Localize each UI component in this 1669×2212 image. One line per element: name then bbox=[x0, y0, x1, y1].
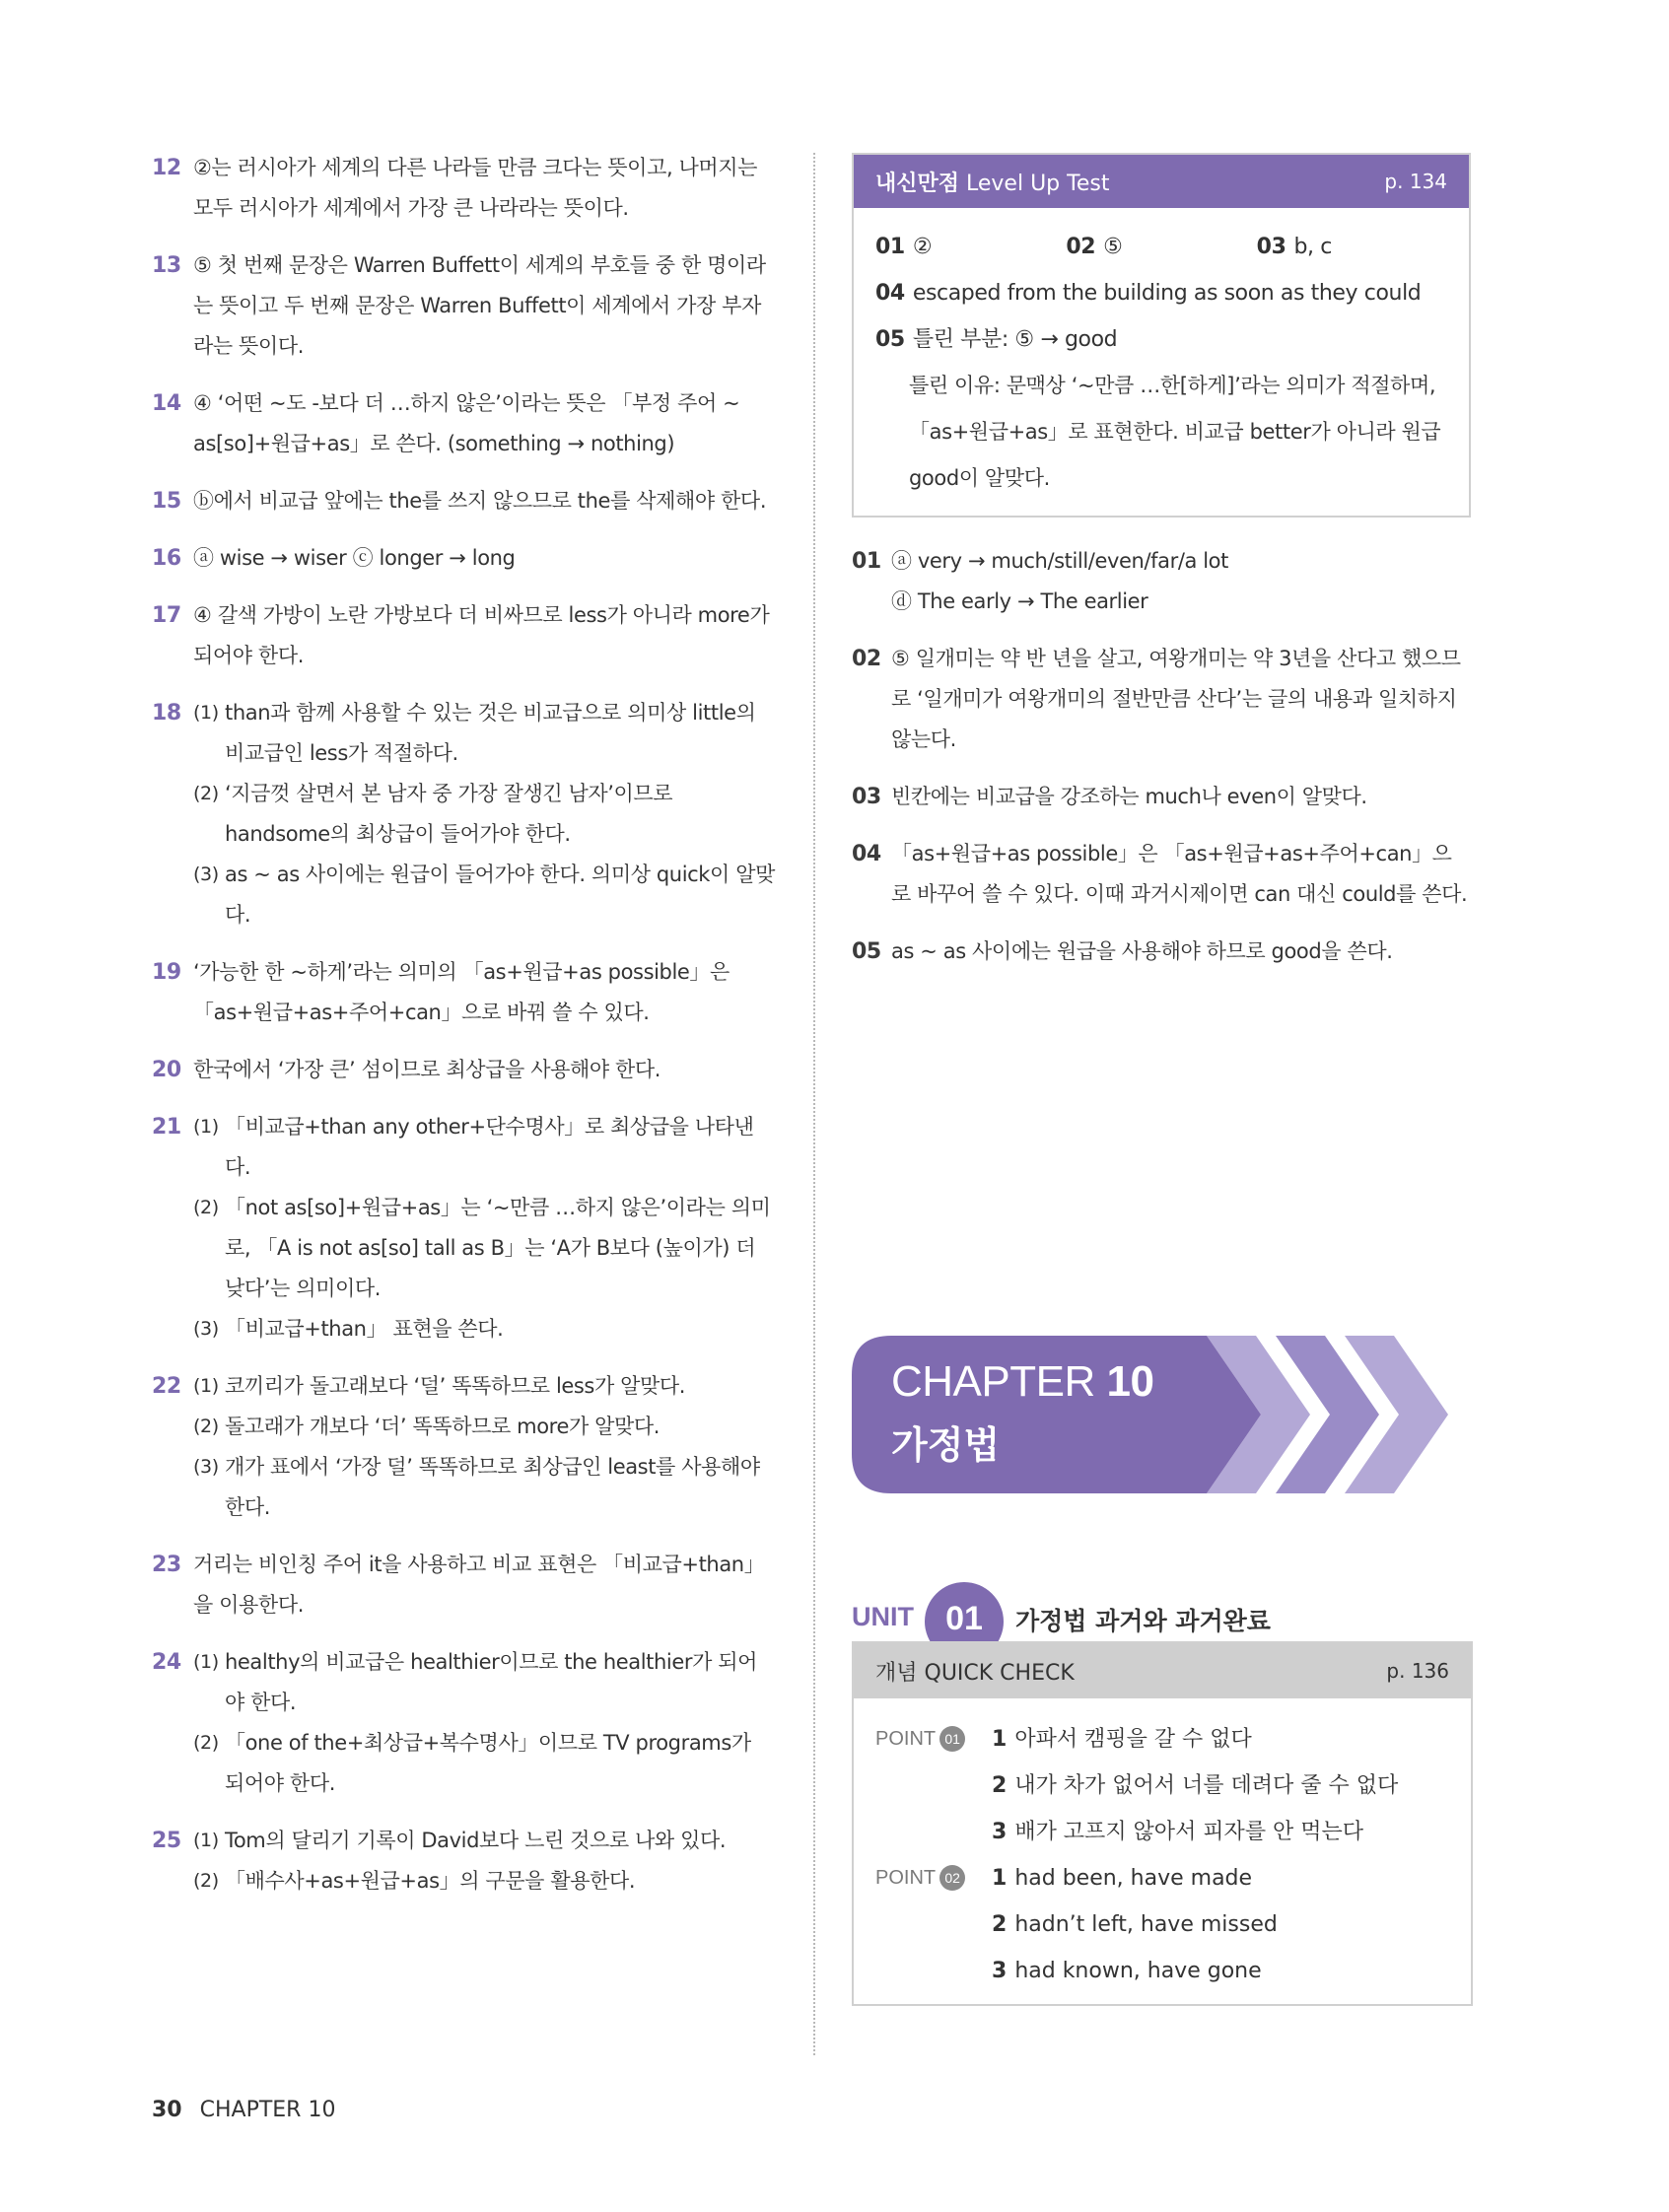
answer-item-24 bbox=[152, 1642, 775, 1804]
quick-answer bbox=[992, 1901, 1449, 1948]
sub-text: 「비교급+than any other+단수명사」로 최상급을 나타낸다. bbox=[225, 1115, 754, 1179]
quick-answer-text: 배가 고프지 않아서 피자를 안 먹는다 bbox=[1014, 1820, 1364, 1844]
sub-answer bbox=[193, 774, 775, 855]
answer-item-13 bbox=[152, 245, 775, 367]
sub-text: 「one of the+최상급+복수명사」이므로 TV programs가 되어야 한다. bbox=[225, 1731, 751, 1795]
level-up-test-header bbox=[854, 155, 1469, 208]
sub-answer bbox=[193, 1188, 775, 1309]
sub-text: 「비교급+than」 표현을 쓴다. bbox=[225, 1317, 504, 1341]
sub-number: (1) bbox=[193, 702, 219, 724]
answer-number: 25 bbox=[152, 1829, 181, 1853]
answer-item-22 bbox=[152, 1366, 775, 1528]
sub-answer bbox=[193, 1366, 775, 1407]
answer-item-21 bbox=[152, 1107, 775, 1349]
title-rest: Level Up Test bbox=[959, 171, 1110, 196]
page-footer bbox=[152, 2098, 335, 2122]
answer-text: ④ ‘어떤 ~도 -보다 더 …하지 않은’이라는 뜻은 「부정 주어 ~ as[so]+원급+as」로 쓴다. (something → nothing) bbox=[193, 391, 740, 455]
answer-04 bbox=[875, 270, 1447, 316]
sub-answer bbox=[193, 1407, 775, 1447]
explanation-03 bbox=[852, 777, 1471, 817]
quick-answer-text: 아파서 캠핑을 갈 수 없다 bbox=[1014, 1727, 1252, 1752]
sub-number: (2) bbox=[193, 783, 219, 804]
answer-number: 02 bbox=[1066, 235, 1096, 259]
page-reference: p. 134 bbox=[1384, 170, 1447, 193]
quick-check-answers bbox=[854, 1698, 1471, 2004]
sub-answer bbox=[193, 1447, 775, 1528]
sub-number: (1) bbox=[193, 1830, 219, 1851]
sub-number: (2) bbox=[193, 1732, 219, 1754]
explanation-number: 02 bbox=[852, 647, 881, 671]
answer-row bbox=[875, 224, 1447, 270]
unit-title: 가정법 과거와 과거완료 bbox=[1015, 1607, 1271, 1635]
quick-answer-text: 내가 차가 없어서 너를 데려다 줄 수 없다 bbox=[1014, 1773, 1399, 1798]
quick-answer bbox=[992, 1716, 1449, 1763]
answer-05-reason: 틀린 이유: 문맥상 ‘~만큼 …한[하게]’라는 의미가 적절하며, 「as+원급+as」로 표현한다. 비교급 better가 아니라 원급 good이 알맞다. bbox=[909, 374, 1441, 490]
sub-answer bbox=[193, 1309, 775, 1349]
answer-item-15 bbox=[152, 481, 775, 521]
answer-number: 20 bbox=[152, 1058, 181, 1082]
sub-text: 「not as[so]+원급+as」는 ‘~만큼 …하지 않은’이라는 의미로, 「A is not as[so] tall as B」는 ‘A가 B보다 (높이가) 더 낮다’는 의미이다. bbox=[225, 1196, 771, 1300]
quick-answer-number: 3 bbox=[992, 1820, 1008, 1844]
point-number-badge: 02 bbox=[939, 1865, 965, 1891]
sub-number: (1) bbox=[193, 1375, 219, 1397]
answer-item-14 bbox=[152, 383, 775, 464]
answer-text: 한국에서 ‘가장 큰’ 섬이므로 최상급을 사용해야 한다. bbox=[193, 1058, 661, 1081]
point-group-01 bbox=[875, 1716, 1449, 1855]
chapter-subtitle: 가정법 bbox=[891, 1423, 1001, 1467]
answer-item-25 bbox=[152, 1821, 775, 1901]
chapter-title bbox=[891, 1357, 1153, 1407]
quick-check-box bbox=[852, 1641, 1473, 2006]
answer-number: 18 bbox=[152, 701, 181, 726]
answer-number: 21 bbox=[152, 1115, 181, 1140]
answer-number: 05 bbox=[875, 327, 905, 352]
sub-text: 「배수사+as+원급+as」의 구문을 활용한다. bbox=[225, 1869, 636, 1893]
sub-text: 코끼리가 돌고래보다 ‘덜’ 똑똑하므로 less가 알맞다. bbox=[225, 1374, 686, 1398]
explanation-line: ⓓ The early → The earlier bbox=[891, 589, 1148, 613]
point-label bbox=[875, 1716, 965, 1763]
quick-answer-text: had been, have made bbox=[1014, 1866, 1253, 1891]
answer-cell bbox=[1257, 224, 1447, 270]
answer-cell bbox=[1066, 224, 1256, 270]
level-up-test-title bbox=[875, 167, 1109, 197]
answer-number: 14 bbox=[152, 391, 181, 416]
explanation-05 bbox=[852, 932, 1471, 972]
footer-chapter: CHAPTER 10 bbox=[199, 2098, 336, 2122]
answer-number: 03 bbox=[1256, 235, 1287, 259]
sub-answer bbox=[193, 1107, 775, 1188]
answer-number: 22 bbox=[152, 1374, 181, 1399]
point-number-badge: 01 bbox=[939, 1726, 965, 1752]
answer-value: escaped from the building as soon as they could bbox=[912, 281, 1422, 306]
sub-answer bbox=[193, 1821, 775, 1861]
sub-answer bbox=[193, 1723, 775, 1804]
explanation-02 bbox=[852, 639, 1471, 760]
sub-number: (3) bbox=[193, 864, 219, 885]
sub-number: (2) bbox=[193, 1870, 219, 1892]
explanation-number: 01 bbox=[852, 549, 881, 574]
quick-answer-number: 3 bbox=[992, 1959, 1008, 1983]
point-word: POINT bbox=[875, 1867, 937, 1889]
quick-check-title: 개념 QUICK CHECK bbox=[875, 1660, 1075, 1686]
answer-number: 04 bbox=[875, 281, 905, 306]
sub-answer bbox=[193, 693, 775, 774]
quick-answer bbox=[992, 1809, 1449, 1855]
answer-cell bbox=[875, 224, 1066, 270]
answer-text: ⓑ에서 비교급 앞에는 the를 쓰지 않으므로 the를 삭제해야 한다. bbox=[193, 489, 767, 513]
quick-answer-text: had known, have gone bbox=[1014, 1959, 1262, 1983]
left-answer-column bbox=[152, 148, 775, 1918]
sub-number: (2) bbox=[193, 1197, 219, 1218]
answer-value: ② bbox=[912, 235, 933, 259]
sub-answer bbox=[193, 1861, 775, 1901]
sub-text: healthy의 비교급은 healthier이므로 the healthier가 되어야 한다. bbox=[225, 1650, 758, 1714]
answer-number: 19 bbox=[152, 960, 181, 985]
answer-number: 23 bbox=[152, 1553, 181, 1577]
right-answer-column bbox=[852, 153, 1471, 989]
answer-number: 15 bbox=[152, 489, 181, 514]
explanation-line: ⓐ very → much/still/even/far/a lot bbox=[891, 549, 1228, 573]
explanation-line: 빈칸에는 비교급을 강조하는 much나 even이 알맞다. bbox=[891, 785, 1367, 808]
page-reference: p. 136 bbox=[1386, 1659, 1449, 1683]
answer-05 bbox=[875, 316, 1447, 363]
point-word: POINT bbox=[875, 1728, 937, 1750]
chapter-banner bbox=[852, 1336, 1493, 1493]
level-up-explanations bbox=[852, 541, 1471, 972]
answer-value: b, c bbox=[1293, 235, 1332, 259]
answer-number: 12 bbox=[152, 156, 181, 180]
sub-text: ‘지금껏 살면서 본 남자 중 가장 잘생긴 남자’이므로 handsome의 최상급이 들어가야 한다. bbox=[225, 782, 673, 846]
unit-number-badge: 01 bbox=[925, 1582, 1004, 1661]
point-label bbox=[875, 1855, 965, 1901]
explanation-01 bbox=[852, 541, 1471, 622]
sub-number: (3) bbox=[193, 1318, 219, 1340]
answer-item-20 bbox=[152, 1050, 775, 1090]
point-group-02 bbox=[875, 1855, 1449, 1994]
answer-item-19 bbox=[152, 952, 775, 1033]
sub-text: as ~ as 사이에는 원급이 들어가야 한다. 의미상 quick이 알맞다. bbox=[225, 863, 775, 927]
answer-text: 거리는 비인칭 주어 it을 사용하고 비교 표현은 「비교급+than」을 이용한다. bbox=[193, 1553, 765, 1617]
explanation-number: 04 bbox=[852, 842, 881, 866]
answer-item-18 bbox=[152, 693, 775, 935]
sub-text: than과 함께 사용할 수 있는 것은 비교급으로 의미상 little의 비교급인 less가 적절하다. bbox=[225, 701, 756, 765]
explanation-line: 「as+원급+as possible」은 「as+원급+as+주어+can」으로 바꾸어 쓸 수 있다. 이때 과거시제이면 can 대신 could를 쓴다. bbox=[891, 842, 1468, 906]
answer-item-12 bbox=[152, 148, 775, 229]
answer-item-23 bbox=[152, 1545, 775, 1625]
chapter-number: 10 bbox=[1106, 1357, 1154, 1406]
sub-number: (1) bbox=[193, 1651, 219, 1673]
answer-text: ‘가능한 한 ~하게’라는 의미의 「as+원급+as possible」은 「as+원급+as+주어+can」으로 바꿔 쓸 수 있다. bbox=[193, 960, 730, 1024]
sub-number: (3) bbox=[193, 1456, 219, 1478]
level-up-test-box bbox=[852, 153, 1471, 518]
answer-number: 16 bbox=[152, 546, 181, 571]
quick-answer bbox=[992, 1763, 1449, 1809]
quick-answer-number: 2 bbox=[992, 1773, 1008, 1798]
answer-number: 24 bbox=[152, 1650, 181, 1675]
unit-heading bbox=[852, 1582, 1473, 1641]
sub-number: (2) bbox=[193, 1416, 219, 1437]
sub-answer bbox=[193, 855, 775, 935]
explanation-line: ⑤ 일개미는 약 반 년을 살고, 여왕개미는 약 3년을 산다고 했으므로 ‘일개미가 여왕개미의 절반만큼 산다’는 글의 내용과 일치하지 않는다. bbox=[891, 647, 1461, 751]
title-bold: 내신만점 bbox=[875, 171, 960, 196]
chapter-word: CHAPTER bbox=[891, 1357, 1095, 1406]
quick-answer-text: hadn’t left, have missed bbox=[1014, 1912, 1278, 1937]
answer-number: 13 bbox=[152, 253, 181, 278]
answer-text: ⑤ 첫 번째 문장은 Warren Buffett이 세계의 부호들 중 한 명이라는 뜻이고 두 번째 문장은 Warren Buffett이 세계에서 가장 부자라는 뜻이다. bbox=[193, 253, 766, 358]
sub-text: 돌고래가 개보다 ‘더’ 똑똑하므로 more가 알맞다. bbox=[225, 1415, 661, 1438]
quick-answer bbox=[992, 1948, 1449, 1994]
answer-value: 틀린 부분: ⑤ → good bbox=[912, 327, 1118, 352]
explanation-number: 05 bbox=[852, 939, 881, 964]
level-up-test-answers bbox=[854, 208, 1469, 516]
sub-text: 개가 표에서 ‘가장 덜’ 똑똑하므로 최상급인 least를 사용해야 한다. bbox=[225, 1455, 760, 1519]
answer-item-17 bbox=[152, 595, 775, 676]
answer-number: 17 bbox=[152, 603, 181, 628]
quick-check-header bbox=[854, 1643, 1471, 1698]
page-number: 30 bbox=[152, 2098, 182, 2122]
answer-text: ④ 갈색 가방이 노란 가방보다 더 비싸므로 less가 아니라 more가 되어야 한다. bbox=[193, 603, 770, 667]
quick-answer-number: 1 bbox=[992, 1727, 1008, 1752]
explanation-04 bbox=[852, 834, 1471, 915]
answer-text: ②는 러시아가 세계의 다른 나라들 만큼 크다는 뜻이고, 나머지는 모두 러시아가 세계에서 가장 큰 나라라는 뜻이다. bbox=[193, 156, 758, 220]
sub-number: (1) bbox=[193, 1116, 219, 1138]
quick-answer-number: 2 bbox=[992, 1912, 1008, 1937]
quick-answer-number: 1 bbox=[992, 1866, 1008, 1891]
column-divider bbox=[813, 153, 815, 2055]
unit-section bbox=[852, 1582, 1473, 2006]
answer-item-16 bbox=[152, 538, 775, 579]
explanation-line: as ~ as 사이에는 원급을 사용해야 하므로 good을 쓴다. bbox=[891, 939, 1393, 963]
sub-answer bbox=[193, 1642, 775, 1723]
explanation-number: 03 bbox=[852, 785, 881, 809]
sub-text: Tom의 달리기 기록이 David보다 느린 것으로 나와 있다. bbox=[225, 1829, 727, 1852]
answer-text: ⓐ wise → wiser ⓒ longer → long bbox=[193, 546, 516, 570]
quick-answer bbox=[992, 1855, 1449, 1901]
answer-number: 01 bbox=[875, 235, 905, 259]
unit-label: UNIT bbox=[852, 1602, 914, 1631]
answer-value: ⑤ bbox=[1103, 235, 1123, 259]
